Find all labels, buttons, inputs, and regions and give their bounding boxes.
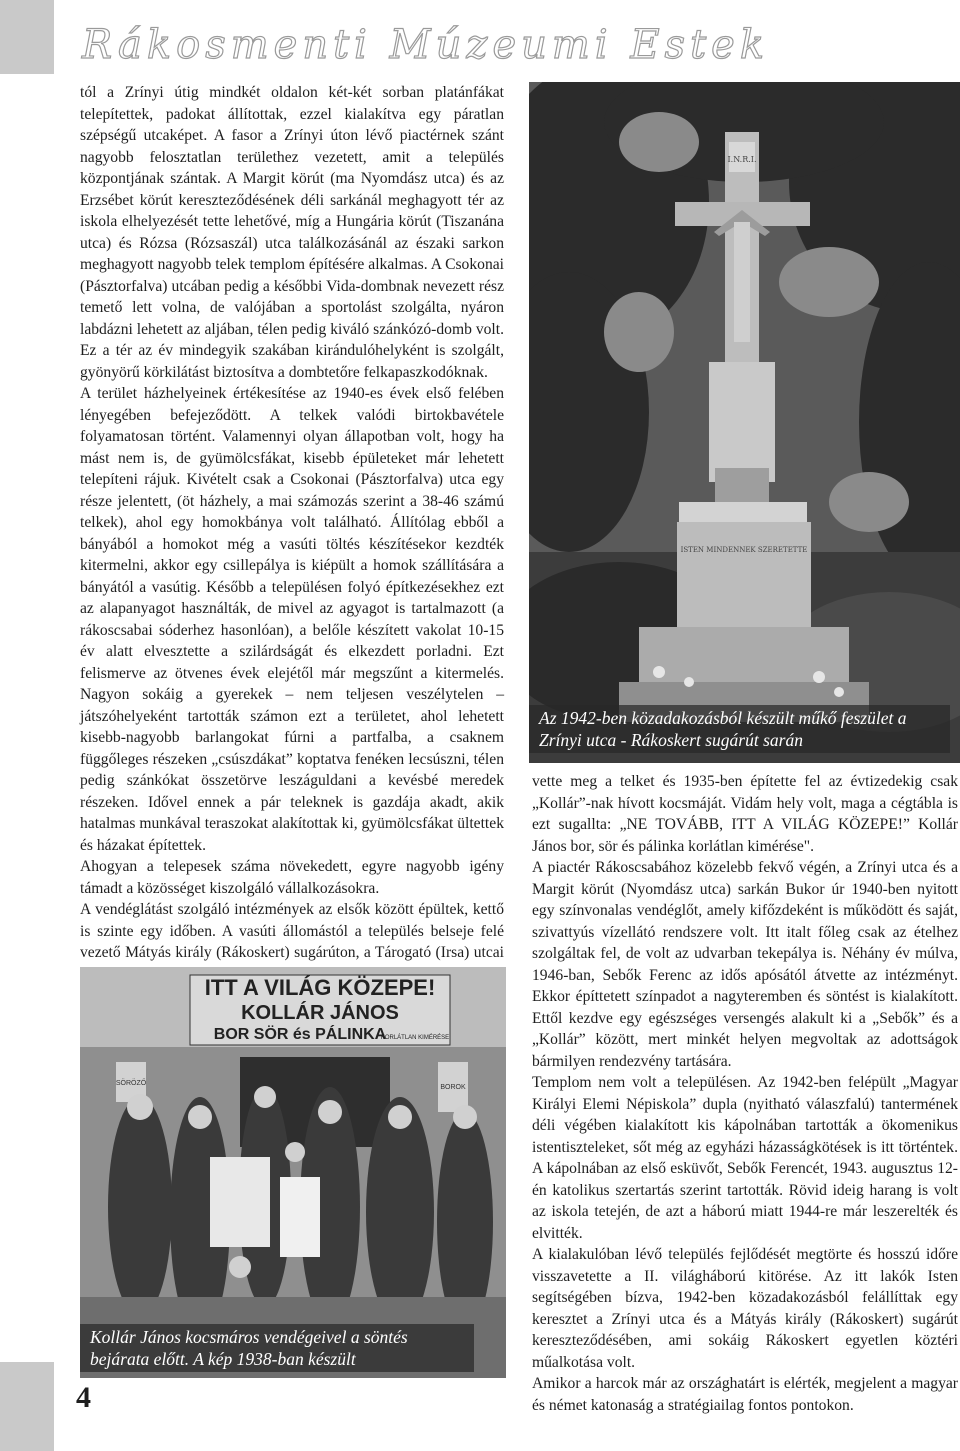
pub-sign-small: KORLÁTLAN KIMÉRÉSE (380, 1035, 450, 1041)
paragraph: Templom nem volt a településen. Az 1942-ben felépült „Magyar Királyi Elemi Népiskola” dupla (nyitható válaszfalú) tantermének déli végében kialakított kis kápolnában tartották a ökomenikus istentiszteleket, sőt még az egyházi házasságkötések is itt történtek. A kápolnában az első esküvőt, Sebők Ferencét, 1943. augusztus 12-én katolikus szertartás szerint tartották. Rövid ideig harang is volt az iskola tetején, de azt a háború miatt 1944-re már leszerelték és elvitték. (532, 1074, 958, 1242)
paragraph: vette meg a telket és 1935-ben építette fel az évtizedekig csak „Kollár”-nak hívott kocsmáját. Vidám hely volt, maga a cégtábla is ezt sugallta: „NE TOVÁBB, ITT A VILÁG KÖZEPE!” Kollár János bor, sör és pálinka korlátlan kimérése". (532, 773, 958, 855)
sidebar-decoration-bottom (0, 1362, 54, 1451)
paragraph: Ahogyan a telepesek száma növekedett, egyre nagyobb igény támadt a közösséget kiszolgáló vállalkozásokra. (80, 858, 504, 897)
photo-cross-monument (529, 82, 960, 763)
sidebar-decoration-top (0, 0, 54, 74)
left-column-text (80, 82, 504, 985)
paragraph: A terület házhelyeinek értékesítése az 1940-es évek első felében lényegében befejeződött. A telkek valódi birtokbavétele folyamatosan történt. Valamennyi olyan állapotban volt, hogy ha mást nem is, de gyümölcsfákat, kisebb épületeket már lehetett telepíteni rájuk. Kivételt csak a Csokonai (Pásztorfalva) utca egy része jelentett, (öt házhely, a mai számozás szerint a 38-46 számú telkek), ahol egy homokbánya volt található. Állítólag ebből a bányából a homokot még a vasúti töltés készítésekor kezdték kitermelni, akkor egy csillepálya is kiépült a homok szállítására a bányától a vasútig. Később a településen folyó építkezésekhez ezt az alapanyagot használták, de mivel az agyagot is tartalmazott (a rákoscsabai sóderhez hasonlóan), a belőle készített vakolat 10-15 év alatt elvesztette a szilárdságát és elkezdett porladni. Ezt felismerve az ötvenes évek elejétől már megszűnt a kitermelés. Nagyon sokáig a gyerekek – nem teljesen veszélytelen – játszóhelyeként tartották számon ezt a területet, ahol lehetett kisebb-nagyobb barlangokat fúrni a partfalba, a csaknem függőleges részeken „csúszdákat” koptatva fenéken lecsúszni, télen pedig szánkókat összetörve leszáguldani a kevésbé meredek részeken. Idővel ennek a pár teleknek is gazdája akadt, akik hatalmas munkával teraszokat alakítottak ki, gyümölcsfákat ültettek és házakat építettek. (80, 385, 504, 854)
cross-photo-drawing (529, 82, 960, 763)
right-column-text (532, 771, 958, 1416)
pub-photo-caption: Kollár János kocsmáros vendégeivel a söntés bejárata előtt. A kép 1938-ban készült (80, 1324, 474, 1372)
paragraph: Amikor a harcok már az országhatárt is elérték, megjelent a magyar és német katonaság a stratégiailag fontos pontokon. (532, 1375, 958, 1414)
pub-sign-slogan: ITT A VILÁG KÖZEPE! (204, 975, 436, 1000)
cross-photo-caption: Az 1942-ben közadakozásból készült műkő feszület a Zrínyi utca - Rákoskert sugárút sarán (529, 705, 950, 753)
paragraph: tól a Zrínyi útig mindkét oldalon két-két sorban platánfákat telepítettek, padokat állítottak, ezzel kialakítva egy páratlan szépségű utcaképet. A fasor a Zrínyi úton lévő piactérnek szánt nagyobb felosztatlan területhez vezetett, amit a település központjának szántak. A Margit körút (ma Nyomdász utca) és az Erzsébet körút kereszteződésének déli sarkánál meghagyott tér az iskola elhelyezését tette lehetővé, míg a Hungária körút (Tiszanána utca) és Rózsa (Rózsaszál) utca találkozásánál az északi sarkon meghagyott nagyobb telek templom építésére alkalmas. A Csokonai (Pásztorfalva) utcában pedig a későbbi Vida-dombnak nevezett rész temető lett volna, de valójában a sportolást szolgálta, nyáron labdázni lehetett az aljában, télen pedig kiváló szánkózó-domb volt. Ez a tér az év mindegyik szakában kirándulóhelyként is szolgált, gyönyörű körkilátást biztosítva a dombtetőre felkapaszkodóknak. (80, 84, 504, 381)
paragraph: A kialakulóban lévő település fejlődését megtörte és hosszú időre visszavetette a II. világháború kitörése. Az itt lakók Isten segítségében bízva, 1942-ben közadakozásból felállíttak egy keresztet a Zrínyi utca és a Mátyás király (Rákoskert) sugárút kereszteződésében, ami sokáig Rákoskert egyetlen köztéri műalkotása volt. (532, 1246, 958, 1371)
cross-inscription: I.N.R.I. (727, 155, 757, 164)
magazine-title: Rákosmenti Múzeumi Estek (82, 22, 770, 68)
pub-photo-drawing (80, 967, 506, 1378)
photo-pub-entrance (80, 967, 506, 1378)
page-number: 4 (76, 1381, 91, 1414)
pub-sign-drinks: BOR SÖR és PÁLINKA (213, 1026, 387, 1043)
pub-sign-name: KOLLÁR JÁNOS (241, 1002, 399, 1024)
side-sign-left: SÖRÖZŐ (115, 1080, 147, 1087)
paragraph: A vendéglátást szolgáló intézmények az elsők között épültek, kettő is szinte egy időben. A vasúti állomástól a település belseje felé vezető Mátyás király (Rákoskert) sugárúton, a Tárogató (Irsa) utcai (80, 901, 504, 961)
side-sign-right: BOROK (440, 1084, 466, 1091)
base-inscription: ISTEN MINDENNEK SZERETETTE (680, 546, 808, 554)
paragraph: A piactér Rákoscsabához közelebb fekvő végén, a Zrínyi utca és a Margit körút (Nyomdász utca) sarkán Bukor úr 1940-ben nyitott egy színvonalas vendéglőt, amely kifőzdeként is működött és saját, szivattyús vízellátó rendszere volt. Itt italt főleg csak az ételhez szolgáltak fel, de volt az udvarban tekepálya is. Néhány év múlva, 1946-ban, Sebők Ferenc az idős apósától átvette az intézményt. Ekkor építtetett színpadot a nagyteremben és söntést is kialakított. Ettől kezdve egy egészséges versengés alakult ki a „Sebők” és a „Kollár” között, mert minkét helyen megvoltak az adottságok bármilyen rendezvény tartására. (532, 859, 958, 1070)
